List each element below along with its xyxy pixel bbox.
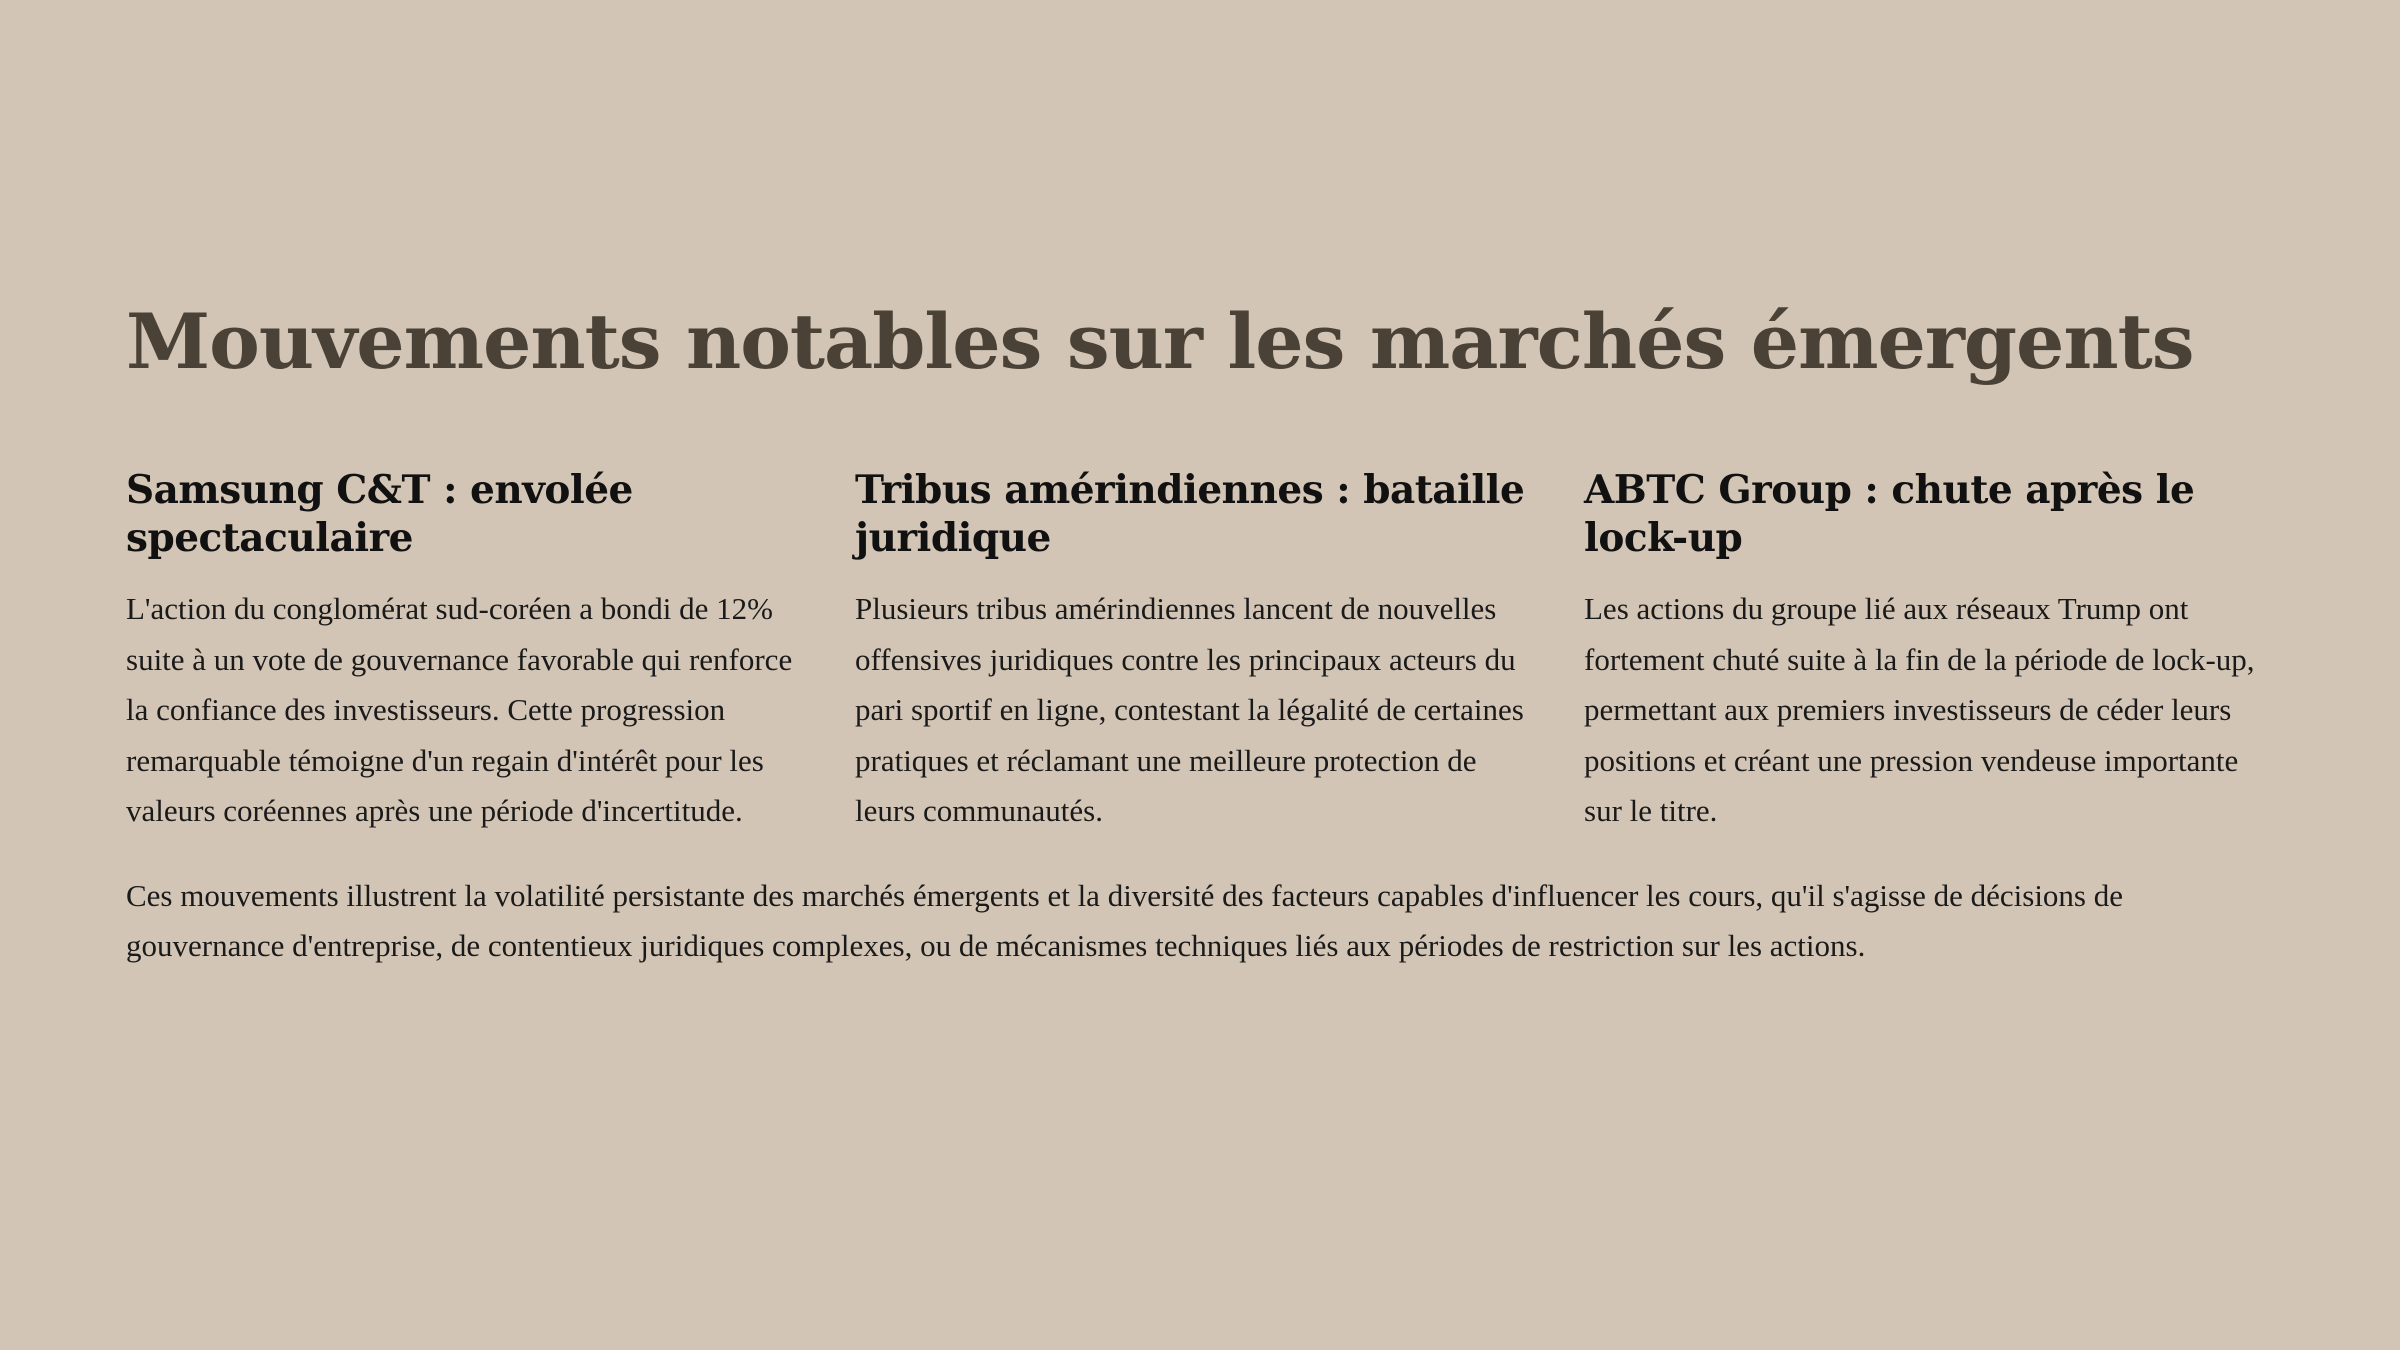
summary-paragraph: Ces mouvements illustrent la volatilité persistante des marchés émergents et la diversité des facteurs capables d'influencer les cours, qu'il s'agisse de décisions de gouvernance d'entreprise, de contentieux juridiques complexes, ou de mécanismes techniques liés aux périodes de restriction sur les actions. bbox=[126, 877, 2124, 963]
column-tribus bbox=[855, 466, 1536, 837]
slide-title: Mouvements notables sur les marchés émergents bbox=[126, 297, 2194, 386]
column-body: Les actions du groupe lié aux réseaux Trump ont fortement chuté suite à la fin de la période de lock-up, permettant aux premiers investisseurs de céder leurs positions et créant une pression vendeuse importante sur le titre. bbox=[1584, 591, 2255, 828]
columns bbox=[126, 466, 2274, 837]
column-body: Plusieurs tribus amérindiennes lancent de nouvelles offensives juridiques contre les principaux acteurs du pari sportif en ligne, contestant la légalité de certaines pratiques et réclamant une meilleure protection de leurs communautés. bbox=[855, 591, 1524, 828]
column-heading: Tribus amérindiennes : bataille juridique bbox=[855, 467, 1525, 561]
column-heading: ABTC Group : chute après le lock-up bbox=[1584, 467, 2195, 561]
column-body: L'action du conglomérat sud-coréen a bondi de 12% suite à un vote de gouvernance favorable qui renforce la confiance des investisseurs. Cette progression remarquable témoigne d'un regain d'intérêt pour les valeurs coréennes après une période d'incertitude. bbox=[126, 591, 793, 828]
column-samsung bbox=[126, 466, 807, 837]
column-heading: Samsung C&T : envolée spectaculaire bbox=[126, 467, 633, 561]
column-abtc bbox=[1584, 466, 2265, 837]
